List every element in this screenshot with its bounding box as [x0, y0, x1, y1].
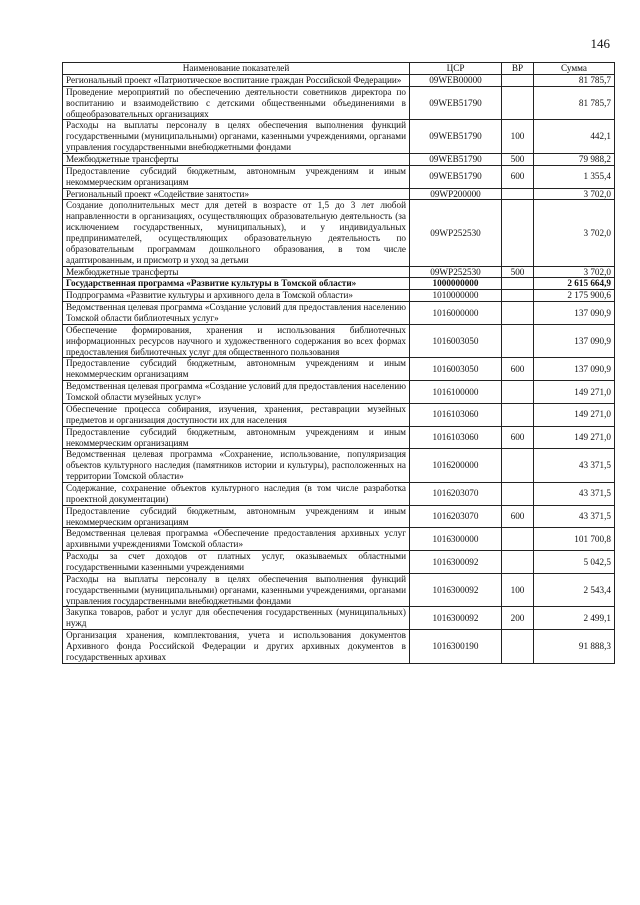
table-row: [63, 290, 615, 302]
row-name-cell: Закупка товаров, работ и услуг для обеспечения государственных (муниципальных) нужд: [63, 607, 410, 630]
row-vr-cell: [502, 630, 534, 664]
row-vr-cell: 600: [502, 358, 534, 381]
row-code-cell: 09WP252530: [410, 266, 502, 278]
table-row: [63, 358, 615, 381]
table-row: [63, 165, 615, 188]
header-vr: ВР: [502, 63, 534, 75]
row-sum-cell: 137 090,9: [534, 324, 615, 358]
row-code-cell: 1016300092: [410, 551, 502, 574]
row-code-cell: 1000000000: [410, 278, 502, 290]
row-name-cell: Создание дополнительных мест для детей в возрасте от 1,5 до 3 лет любой направленности в организациях, осуществляющих образовательную деятельность (за исключением государственных, муниципальных), и у индивидуальных предпринимателей, осуществляющих образовательную деятельность по образовательным программам дошкольного образования, в том числе адаптированным, и присмотр и уход за детьми: [63, 200, 410, 266]
row-name-cell: Межбюджетные трансферты: [63, 266, 410, 278]
table-row: [63, 551, 615, 574]
row-code-cell: 09WEB51790: [410, 165, 502, 188]
table-row: [63, 154, 615, 166]
row-vr-cell: [502, 290, 534, 302]
row-code-cell: 1016300092: [410, 573, 502, 607]
row-sum-cell: 81 785,7: [534, 86, 615, 120]
row-vr-cell: [502, 403, 534, 426]
row-sum-cell: 101 700,8: [534, 528, 615, 551]
row-code-cell: 1016100000: [410, 381, 502, 404]
row-name-cell: Расходы за счет доходов от платных услуг, оказываемых областными государственными казенными учреждениями: [63, 551, 410, 574]
row-sum-cell: 137 090,9: [534, 358, 615, 381]
table-row: [63, 302, 615, 325]
row-code-cell: 1016300092: [410, 607, 502, 630]
row-name-cell: Обеспечение процесса собирания, изучения, хранения, реставрации музейных предметов и организация доступности их для населения: [63, 403, 410, 426]
row-sum-cell: 5 042,5: [534, 551, 615, 574]
row-vr-cell: 200: [502, 607, 534, 630]
row-vr-cell: [502, 528, 534, 551]
row-vr-cell: 100: [502, 573, 534, 607]
table-row: [63, 449, 615, 483]
row-sum-cell: 43 371,5: [534, 482, 615, 505]
row-code-cell: 1016000000: [410, 302, 502, 325]
row-sum-cell: 1 355,4: [534, 165, 615, 188]
row-vr-cell: [502, 551, 534, 574]
row-name-cell: Ведомственная целевая программа «Создание условий для предоставления населению Томской области библиотечных услуг»: [63, 302, 410, 325]
row-vr-cell: [502, 449, 534, 483]
row-sum-cell: 91 888,3: [534, 630, 615, 664]
table-row: [63, 266, 615, 278]
page-number: 146: [590, 36, 610, 51]
row-name-cell: Ведомственная целевая программа «Сохранение, использование, популяризация объектов культурного наследия (памятников истории и культуры), расположенных на территории Томской области»: [63, 449, 410, 483]
row-vr-cell: [502, 324, 534, 358]
row-vr-cell: 600: [502, 426, 534, 449]
row-sum-cell: 43 371,5: [534, 505, 615, 528]
row-code-cell: 1016300000: [410, 528, 502, 551]
row-sum-cell: 81 785,7: [534, 75, 615, 87]
row-vr-cell: 600: [502, 165, 534, 188]
row-name-cell: Межбюджетные трансферты: [63, 154, 410, 166]
row-sum-cell: 3 702,0: [534, 188, 615, 200]
row-code-cell: 09WEB51790: [410, 120, 502, 154]
table-row: [63, 278, 615, 290]
table-header-row: [63, 63, 615, 75]
table-row: [63, 188, 615, 200]
header-code: ЦСР: [410, 63, 502, 75]
row-sum-cell: 2 615 664,9: [534, 278, 615, 290]
row-vr-cell: 600: [502, 505, 534, 528]
header-name: Наименование показателей: [63, 63, 410, 75]
row-name-cell: Проведение мероприятий по обеспечению деятельности советников директора по воспитанию и взаимодействию с детскими общественными объединениями в общеобразовательных организациях: [63, 86, 410, 120]
row-vr-cell: 500: [502, 266, 534, 278]
row-name-cell: Ведомственная целевая программа «Обеспечение предоставления архивных услуг архивными учреждениями Томской области»: [63, 528, 410, 551]
row-sum-cell: 137 090,9: [534, 302, 615, 325]
row-name-cell: Расходы на выплаты персоналу в целях обеспечения выполнения функций государственными (муниципальными) органами, казенными учреждениями, органами управления государственными внебюджетными фондами: [63, 120, 410, 154]
row-name-cell: Государственная программа «Развитие культуры в Томской области»: [63, 278, 410, 290]
row-name-cell: Подпрограмма «Развитие культуры и архивного дела в Томской области»: [63, 290, 410, 302]
budget-table: [62, 62, 615, 664]
row-vr-cell: [502, 302, 534, 325]
row-vr-cell: [502, 381, 534, 404]
table-row: [63, 403, 615, 426]
row-vr-cell: [502, 200, 534, 266]
row-code-cell: 1016300190: [410, 630, 502, 664]
row-sum-cell: 149 271,0: [534, 426, 615, 449]
row-code-cell: 1016200000: [410, 449, 502, 483]
row-code-cell: 1016103060: [410, 426, 502, 449]
row-vr-cell: [502, 188, 534, 200]
row-code-cell: 1016203070: [410, 505, 502, 528]
table-row: [63, 86, 615, 120]
row-sum-cell: 149 271,0: [534, 403, 615, 426]
table-row: [63, 482, 615, 505]
table-row: [63, 505, 615, 528]
table-row: [63, 528, 615, 551]
table-row: [63, 630, 615, 664]
table-row: [63, 200, 615, 266]
table-row: [63, 75, 615, 87]
row-code-cell: 1016103060: [410, 403, 502, 426]
row-sum-cell: 2 175 900,6: [534, 290, 615, 302]
table-row: [63, 381, 615, 404]
row-code-cell: 09WP200000: [410, 188, 502, 200]
row-code-cell: 1016003050: [410, 358, 502, 381]
row-name-cell: Ведомственная целевая программа «Создание условий для предоставления населению Томской области музейных услуг»: [63, 381, 410, 404]
row-code-cell: 1010000000: [410, 290, 502, 302]
row-sum-cell: 43 371,5: [534, 449, 615, 483]
row-code-cell: 09WEB51790: [410, 154, 502, 166]
row-vr-cell: [502, 75, 534, 87]
row-sum-cell: 79 988,2: [534, 154, 615, 166]
table-row: [63, 324, 615, 358]
row-sum-cell: 2 499,1: [534, 607, 615, 630]
row-code-cell: 1016003050: [410, 324, 502, 358]
row-name-cell: Предоставление субсидий бюджетным, автономным учреждениям и иным некоммерческим организациям: [63, 426, 410, 449]
row-vr-cell: [502, 278, 534, 290]
row-code-cell: 09WP252530: [410, 200, 502, 266]
table-body: [63, 75, 615, 664]
row-sum-cell: 3 702,0: [534, 266, 615, 278]
row-vr-cell: [502, 482, 534, 505]
row-vr-cell: 100: [502, 120, 534, 154]
table-row: [63, 120, 615, 154]
row-name-cell: Обеспечение формирования, хранения и использования библиотечных информационных ресурсов научного и художественного содержания во всех формах предоставления библиотечных услуг для общественного пользования: [63, 324, 410, 358]
table-row: [63, 607, 615, 630]
row-sum-cell: 2 543,4: [534, 573, 615, 607]
row-sum-cell: 442,1: [534, 120, 615, 154]
row-code-cell: 09WEB51790: [410, 86, 502, 120]
row-vr-cell: 500: [502, 154, 534, 166]
row-name-cell: Предоставление субсидий бюджетным, автономным учреждениям и иным некоммерческим организациям: [63, 505, 410, 528]
row-name-cell: Содержание, сохранение объектов культурного наследия (в том числе разработка проектной документации): [63, 482, 410, 505]
table-row: [63, 426, 615, 449]
row-name-cell: Региональный проект «Патриотическое воспитание граждан Российской Федерации»: [63, 75, 410, 87]
row-name-cell: Региональный проект «Содействие занятости»: [63, 188, 410, 200]
row-code-cell: 09WEB00000: [410, 75, 502, 87]
row-name-cell: Организация хранения, комплектования, учета и использования документов Архивного фонда Российской Федерации и других архивных документов в государственных архивах: [63, 630, 410, 664]
row-name-cell: Предоставление субсидий бюджетным, автономным учреждениям и иным некоммерческим организациям: [63, 358, 410, 381]
row-sum-cell: 149 271,0: [534, 381, 615, 404]
row-name-cell: Расходы на выплаты персоналу в целях обеспечения выполнения функций государственными (муниципальными) органами, казенными учреждениями, органами управления государственными внебюджетными фондами: [63, 573, 410, 607]
row-name-cell: Предоставление субсидий бюджетным, автономным учреждениям и иным некоммерческим организациям: [63, 165, 410, 188]
row-sum-cell: 3 702,0: [534, 200, 615, 266]
header-sum: Сумма: [534, 63, 615, 75]
row-vr-cell: [502, 86, 534, 120]
table-row: [63, 573, 615, 607]
row-code-cell: 1016203070: [410, 482, 502, 505]
